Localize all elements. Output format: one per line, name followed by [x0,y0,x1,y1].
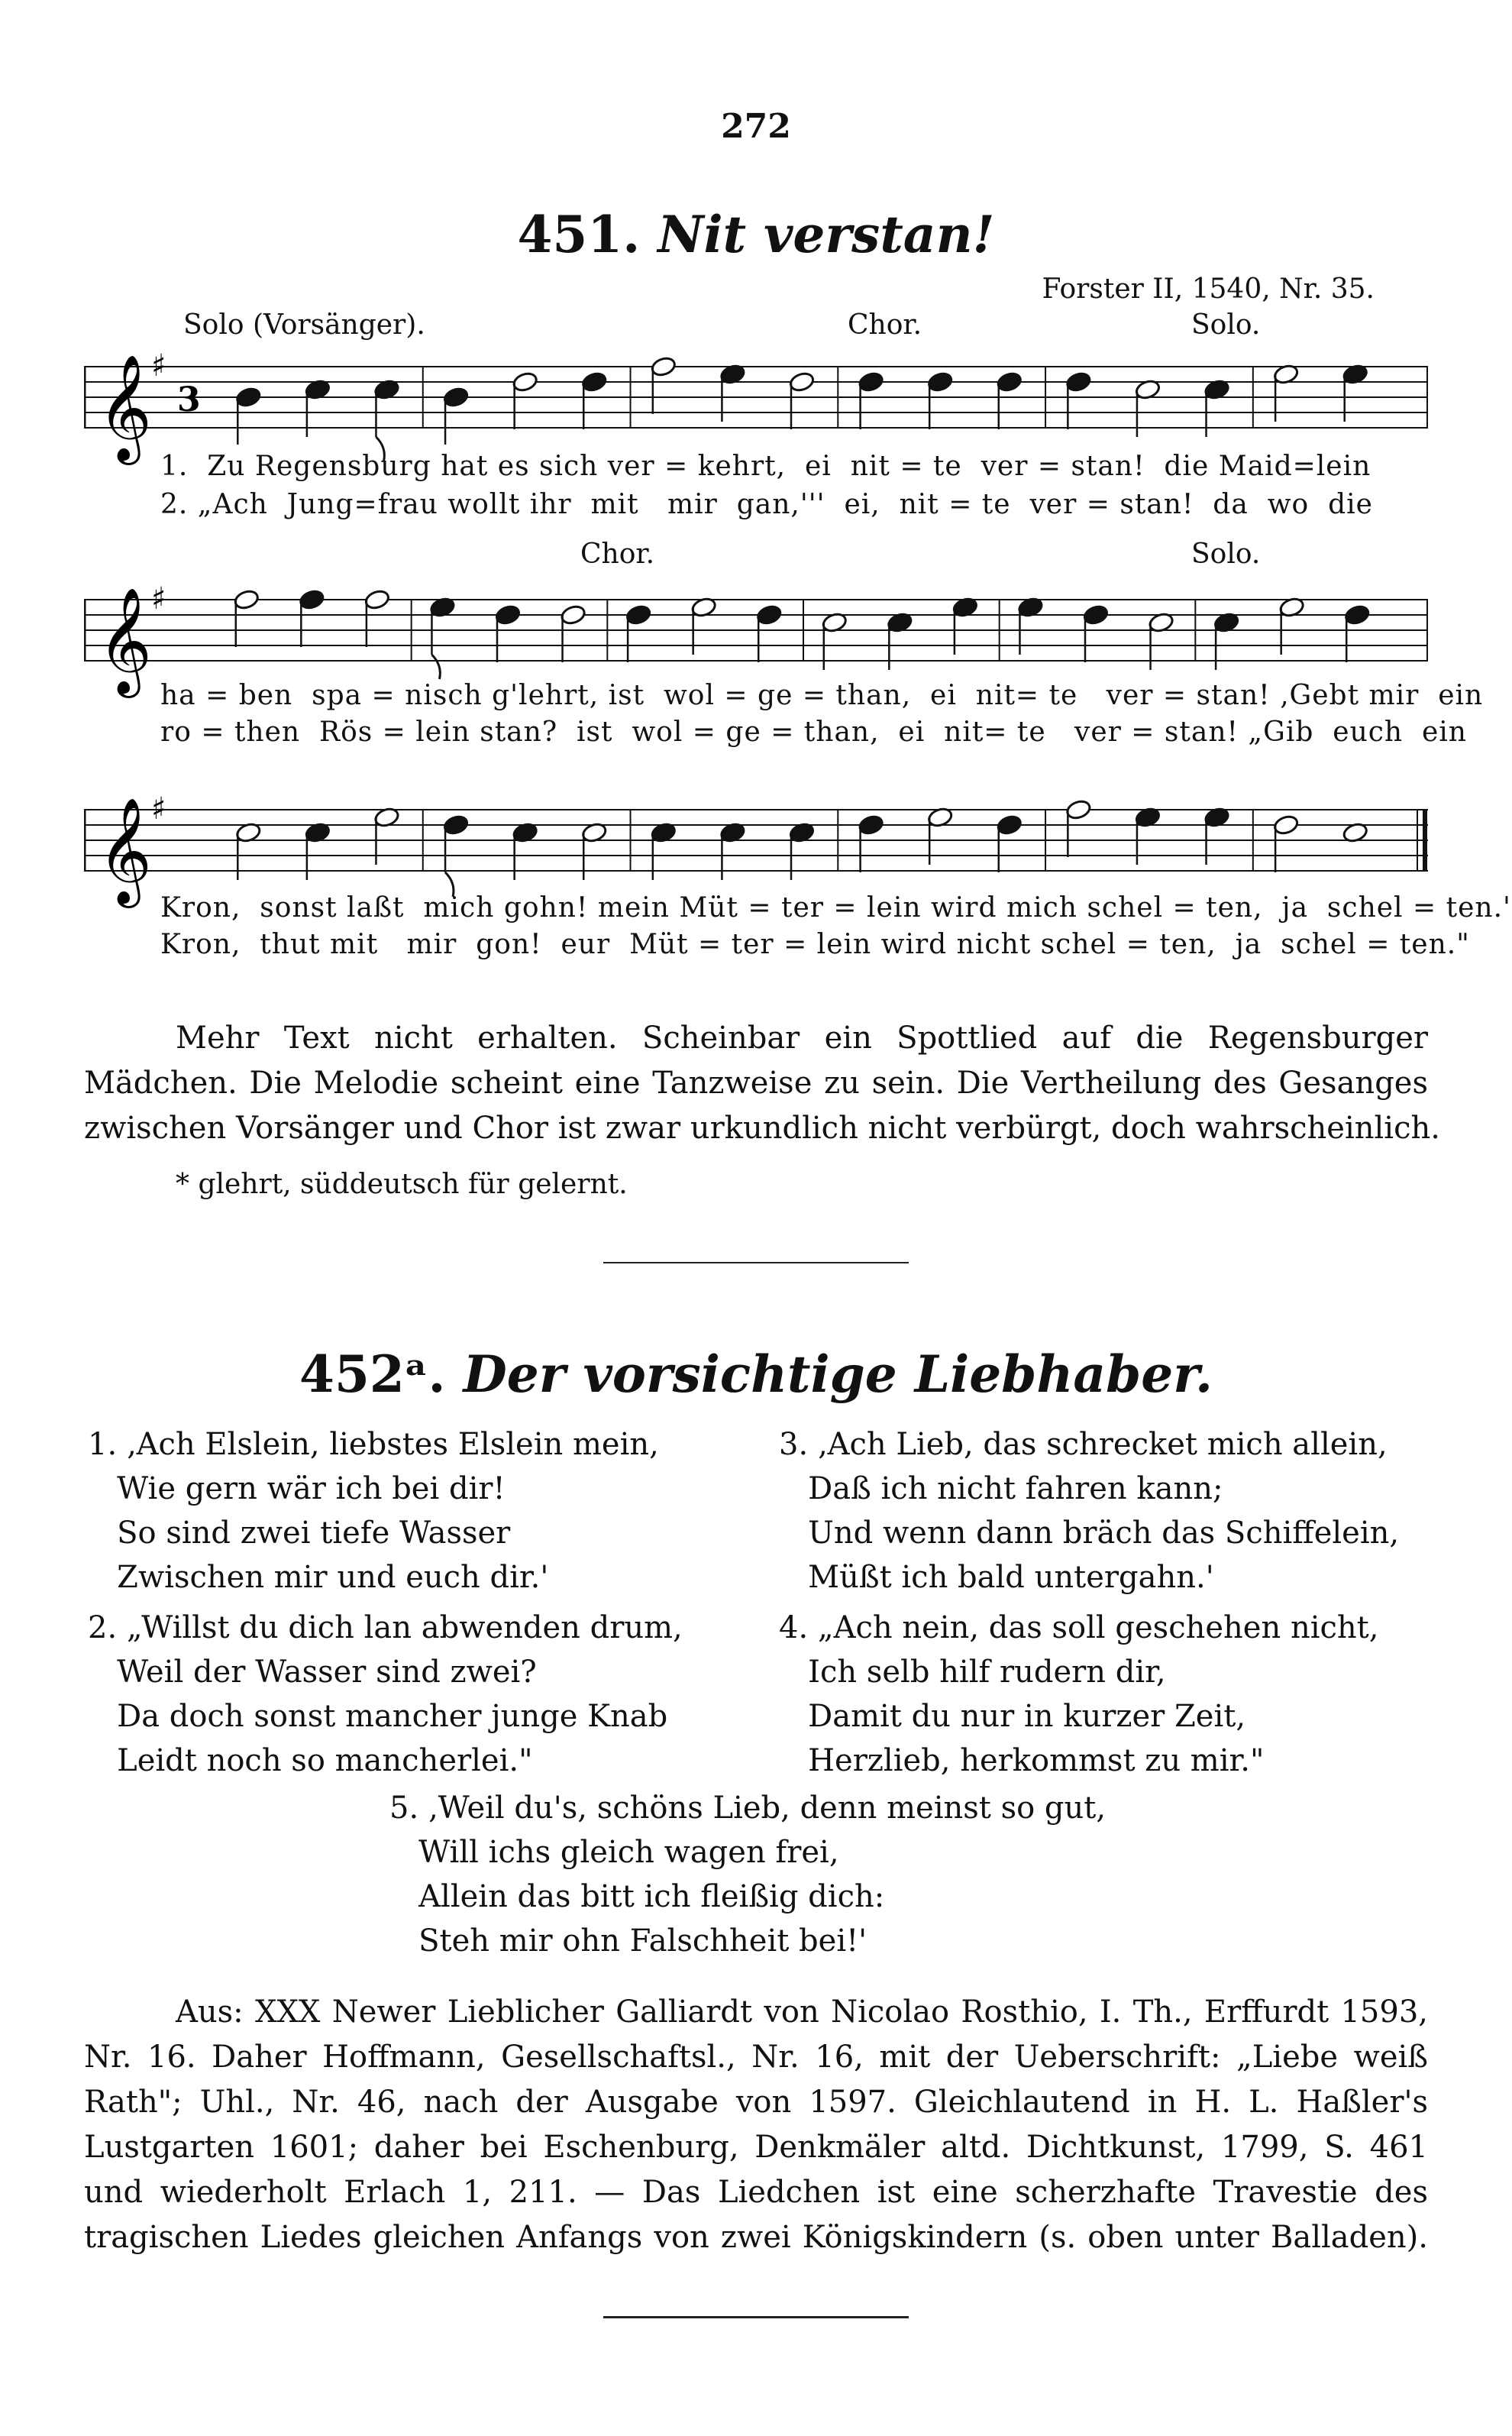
note-head [756,603,783,626]
section-divider [603,1262,909,1263]
song-451-number: 451. [517,205,641,264]
key-signature-sharp-icon: ♯ [151,581,166,616]
music-staff-3 [84,779,1428,909]
note-head [1065,798,1092,820]
note-head [512,370,538,393]
key-signature-sharp-icon: ♯ [151,348,166,383]
treble-clef-icon: 𝄞 [98,587,152,694]
note-head [996,370,1023,393]
label-solo-2: Solo. [1191,539,1261,570]
source-line-4: Lustgarten 1601; daher bei Eschenburg, Denkmäler altd. Dichtkunst, 1799, S. 461 [84,2130,1428,2165]
key-signature-sharp-icon: ♯ [151,791,166,827]
song-452-verse-5: 5. ‚Weil du's, schöns Lieb, denn meinst so gut, Will ichs gleich wagen frei, Allein das bitt ich fleißig dich: Steh mir ohn Falschheit bei!' [389,1791,1107,1959]
time-signature: 3 [177,380,201,419]
source-line-5: und wiederholt Erlach 1, 211. — Das Liedchen ist eine scherzhafte Travestie des [84,2175,1428,2210]
note-head [443,814,470,836]
song-452-verse-3: 3. ‚Ach Lieb, das schrecket mich allein, Daß ich nicht fahren kann; Und wenn dann bräch das Schiffelein, Müßt ich bald untergahn.' [779,1427,1400,1595]
note-head [560,603,586,626]
note-head [927,370,954,393]
note-head [996,814,1023,836]
source-line-2: Nr. 16. Daher Hoffmann, Gesellschaftsl., Nr. 16, mit der Ueberschrift: „Liebe weiß [84,2040,1428,2075]
note-head [788,370,815,393]
note-head [858,370,884,393]
song-452-verse-1: 1. ‚Ach Elslein, liebstes Elslein mein, Wie gern wär ich bei dir! So sind zwei tiefe Wasser Zwischen mir und euch dir.' [88,1427,659,1595]
label-solo-vorsaenger: Solo (Vorsänger). [183,309,425,341]
song-451-source: Forster II, 1540, Nr. 35. [1042,273,1375,305]
song-452-number: 452ᵃ. [299,1344,446,1404]
note-head [1344,603,1371,626]
song-451-footnote: * glehrt, süddeutsch für gelernt. [176,1169,628,1200]
bottom-divider [603,2316,909,2318]
note-head [1065,370,1092,393]
lyrics-3-verse-2: Kron, thut mit mir gon! eur Müt = ter = lein wird nicht schel = ten, ja schel = ten." [160,929,1470,960]
staff-1-lines [84,348,1428,465]
label-chor-2: Chor. [580,539,655,570]
note-head [233,588,260,610]
lyrics-2-verse-2: ro = then Rös = lein stan? ist wol = ge = than, ei nit= te ver = stan! „Gib euch ein [160,717,1467,748]
song-452-verse-2: 2. „Willst du dich lan abwenden drum, Weil der Wasser sind zwei? Da doch sonst mancher junge Knab Leidt noch so mancherlei." [88,1610,683,1778]
lyrics-2-verse-1: ha = ben spa = nisch g'lehrt, ist wol = ge = than, ei nit= te ver = stan! ‚Gebt mir ein [160,680,1484,711]
music-staff-1 [84,336,1428,466]
song-452-verse-4: 4. „Ach nein, das soll geschehen nicht, Ich selb hilf rudern dir, Damit du nur in kurzer Zeit, Herzlieb, herkommst zu mir." [779,1610,1379,1778]
note-head [494,603,521,626]
song-452-source-note [84,1990,1428,2260]
lyrics-1-verse-1: 1. Zu Regensburg hat es sich ver = kehrt, ei nit = te ver = stan! die Maid=lein [160,451,1371,482]
staff-3-lines [84,791,1428,908]
note-flag [431,655,440,679]
treble-clef-icon: 𝄞 [98,354,152,461]
treble-clef-icon: 𝄞 [98,797,152,904]
commentary-line-3: zwischen Vorsänger und Chor ist zwar urkundlich nicht verbürgt, doch wahrscheinlich. [84,1111,1440,1146]
lyrics-3-verse-1: Kron, sonst laßt mich gohn! mein Müt = ter = lein wird mich schel = ten, ja schel = ten.' [160,892,1511,924]
commentary-line-2: Mädchen. Die Melodie scheint eine Tanzweise zu sein. Die Vertheilung des Gesanges [84,1066,1428,1101]
song-451-commentary [84,1016,1440,1151]
note-head [299,588,325,610]
song-451-title: Nit verstan! [657,205,995,264]
note-head [235,386,262,408]
source-line-1: Aus: XXX Newer Lieblicher Galliardt von Nicolao Rosthio, I. Th., Erffurdt 1593, [176,1994,1428,2030]
commentary-line-1: Mehr Text nicht erhalten. Scheinbar ein Spottlied auf die Regensburger [176,1021,1428,1056]
source-line-6: tragischen Liedes gleichen Anfangs von zwei Königskindern (s. oben unter Balladen). [84,2220,1428,2255]
note-head [625,603,652,626]
song-452-heading [0,1344,1512,1404]
note-head [581,370,608,393]
note-head [1082,603,1109,626]
song-452-title: Der vorsichtige Liebhaber. [463,1344,1213,1404]
source-line-3: Rath"; Uhl., Nr. 46, nach der Ausgabe von 1597. Gleichlautend in H. L. Haßler's [84,2085,1428,2120]
label-solo-1: Solo. [1191,309,1261,341]
note-head [1273,814,1300,836]
note-head [858,814,884,836]
note-head [443,386,470,408]
label-chor-1: Chor. [848,309,922,341]
lyrics-1-verse-2: 2. „Ach Jung=frau wollt ihr mit mir gan,''' ei, nit = te ver = stan! da wo die [160,489,1373,520]
song-451-heading [0,205,1512,264]
page-number: 272 [721,107,791,146]
note-head [363,588,390,610]
note-head [650,355,677,377]
